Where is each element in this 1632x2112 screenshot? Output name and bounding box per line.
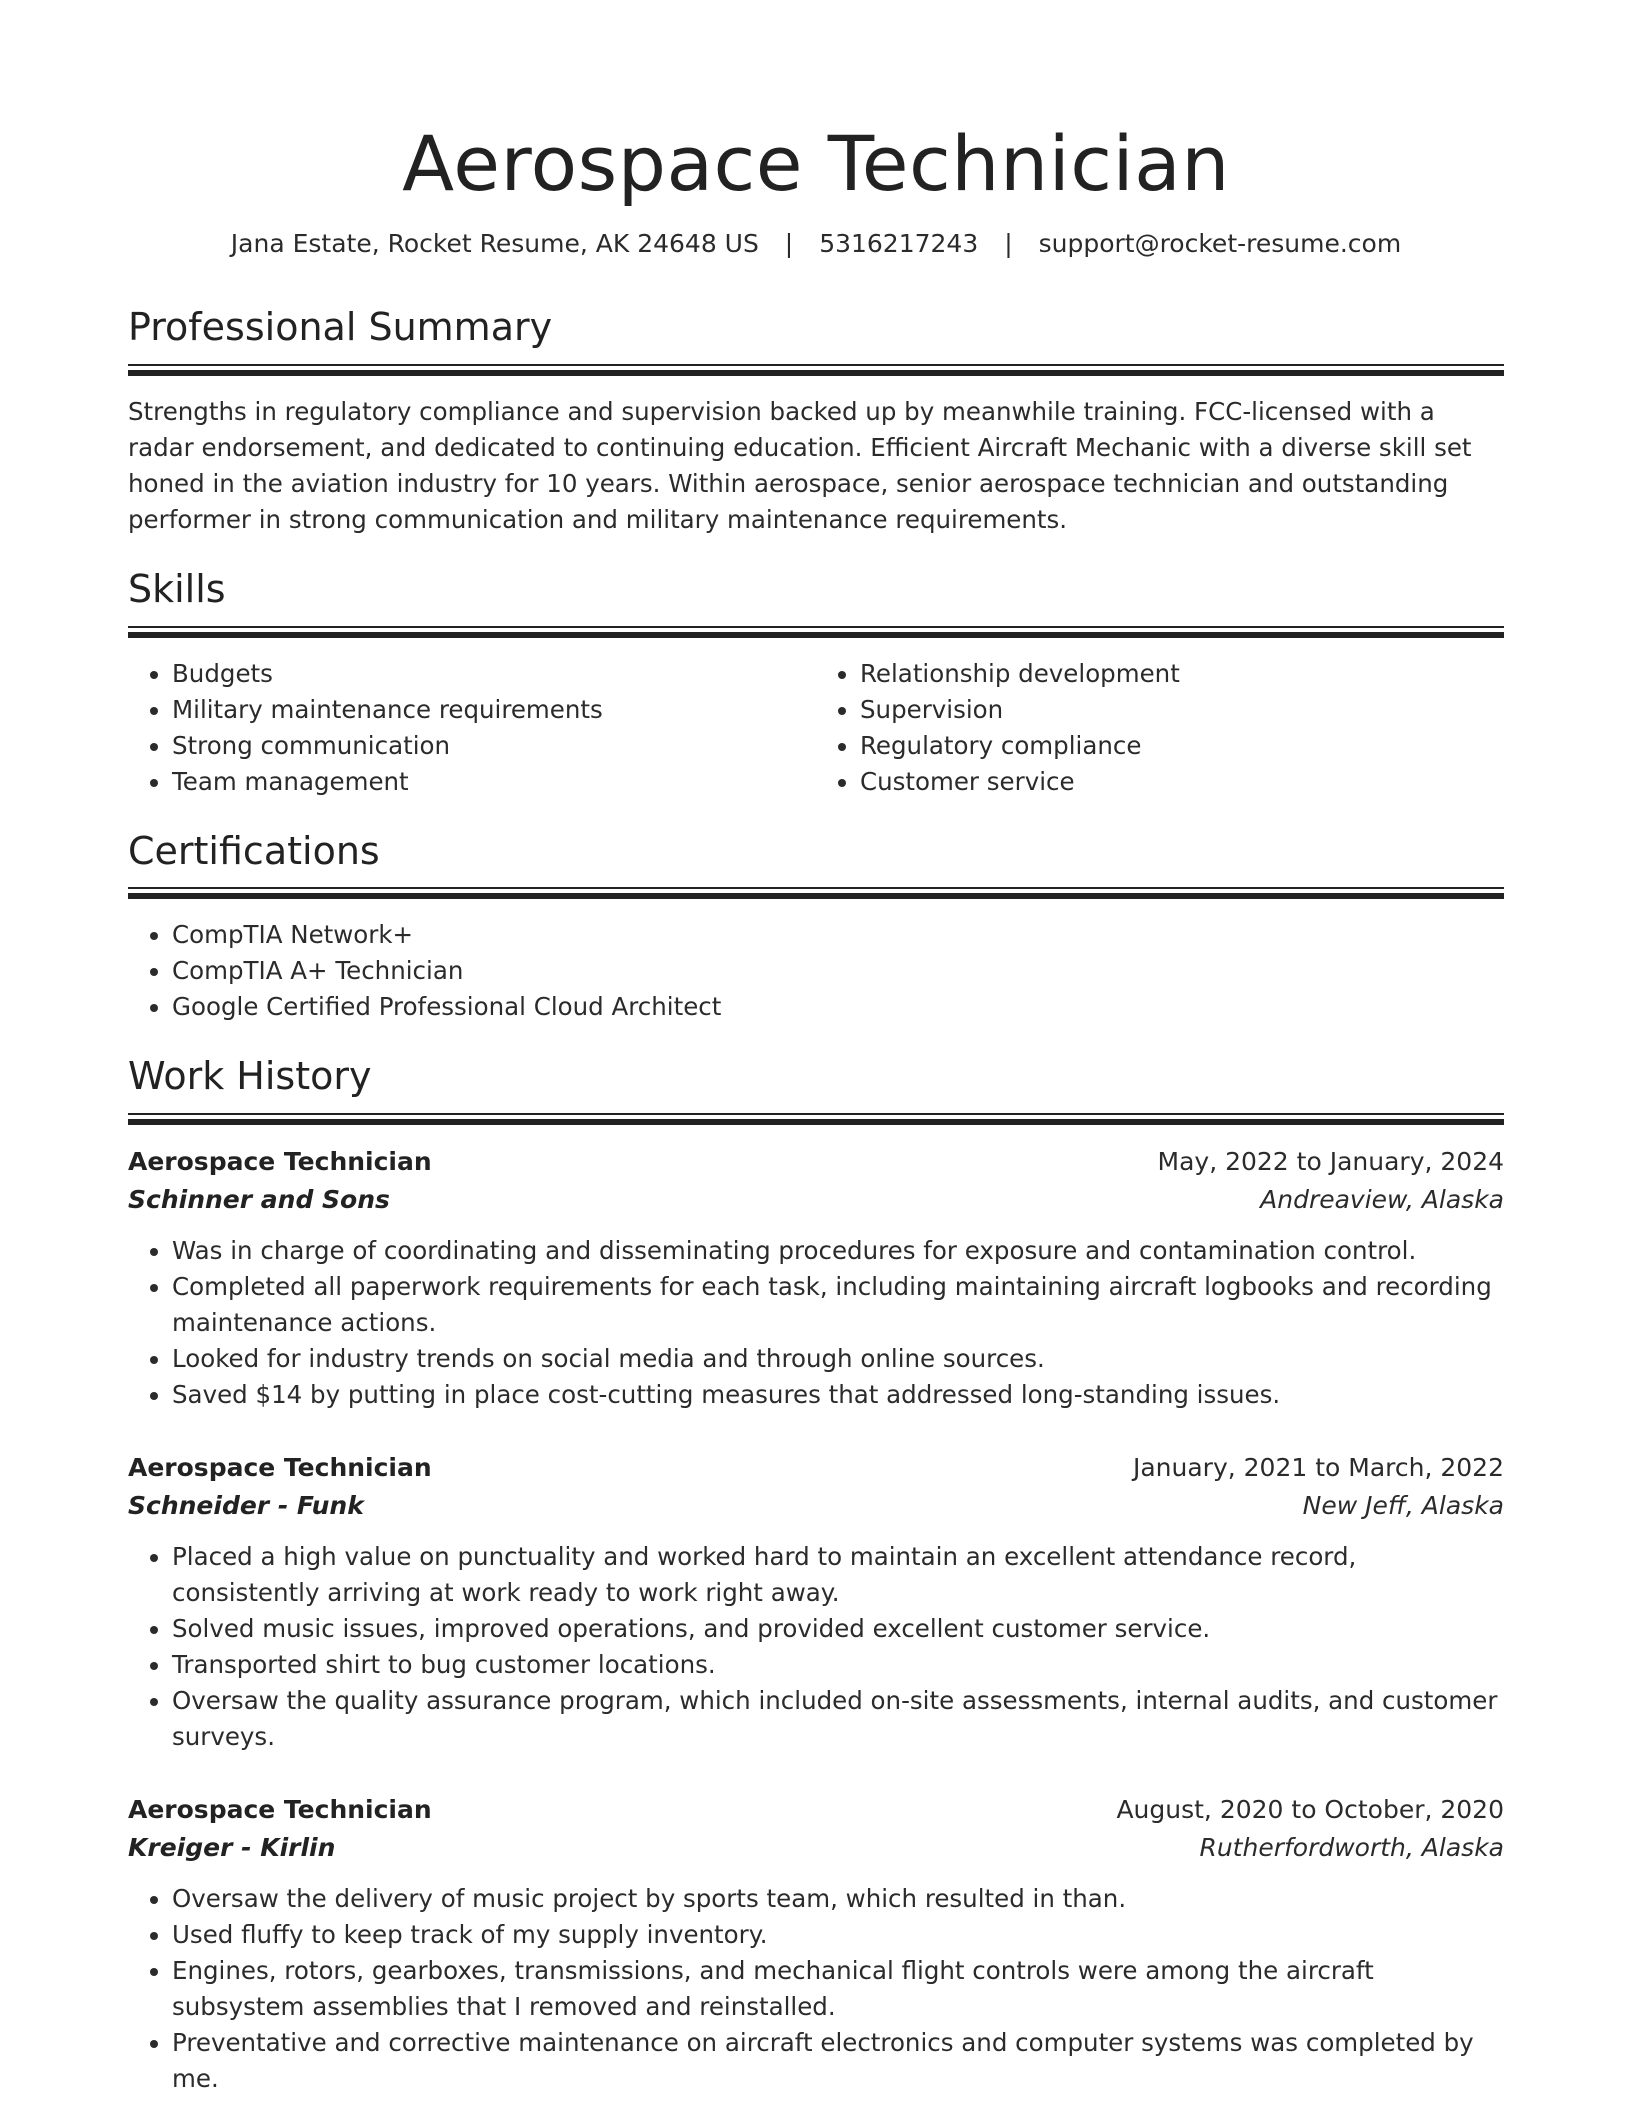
section-title-certifications: Certifications [128, 828, 380, 873]
job-header [128, 1791, 1504, 1829]
skill-item: • Team management [172, 764, 816, 800]
contact-separator: | [1004, 229, 1013, 259]
job-company: Kreiger - Kirlin [128, 1833, 336, 1863]
section-title-work-history: Work History [128, 1054, 372, 1099]
contact-line [128, 229, 1504, 258]
job-bullets [128, 1881, 1504, 2097]
contact-separator: | [784, 229, 794, 259]
job-bullets [128, 1539, 1504, 1755]
skill-item: • Relationship development [860, 656, 1504, 692]
job-bullets [128, 1233, 1504, 1413]
job-bullet: • Transported shirt to bug customer locations. [172, 1647, 1504, 1683]
job-entry [128, 1449, 1504, 1755]
job-entry [128, 1791, 1504, 2097]
job-bullet: • Solved music issues, improved operations, and provided excellent customer service. [172, 1611, 1504, 1647]
job-bullet: • Used fluffy to keep track of my supply inventory. [172, 1917, 1504, 1953]
section-title-skills: Skills [128, 567, 226, 612]
job-location: New Jeff, Alaska [1302, 1491, 1504, 1521]
skill-item: • Military maintenance requirements [172, 692, 816, 728]
job-subheader [128, 1181, 1504, 1219]
contact-email: support@rocket-resume.com [1038, 229, 1402, 259]
job-bullet: • Preventative and corrective maintenance on aircraft electronics and computer systems was completed by me. [172, 2025, 1504, 2097]
work-history-section [128, 1055, 1504, 2097]
summary-section [128, 306, 1504, 538]
skill-item: • Regulatory compliance [860, 728, 1504, 764]
certifications-section [128, 830, 1504, 1026]
job-company: Schinner and Sons [128, 1185, 390, 1215]
job-bullet: • Saved $14 by putting in place cost-cutting measures that addressed long-standing issues. [172, 1377, 1504, 1413]
section-divider [128, 364, 1504, 376]
job-company: Schneider - Funk [128, 1491, 364, 1521]
certification-item: • CompTIA A+ Technician [172, 953, 1504, 989]
job-subheader [128, 1487, 1504, 1525]
job-entry [128, 1143, 1504, 1413]
job-dates: May, 2022 to January, 2024 [1157, 1147, 1504, 1177]
job-dates: August, 2020 to October, 2020 [1116, 1795, 1504, 1825]
job-dates: January, 2021 to March, 2022 [1132, 1453, 1504, 1483]
contact-address: Jana Estate, Rocket Resume, AK 24648 US [230, 229, 759, 259]
job-title: Aerospace Technician [128, 1147, 432, 1177]
summary-text: Strengths in regulatory compliance and supervision backed up by meanwhile training. FCC-licensed with a radar endorsement, and dedicated to continuing education. Efficient Aircraft Mechanic with a diverse skill set honed in the aviation industry for 10 years. Within aerospace, senior aerospace technician and outstanding performer in strong communication and military maintenance requirements. [128, 397, 1472, 535]
certification-item: • CompTIA Network+ [172, 917, 1504, 953]
section-title-summary: Professional Summary [128, 305, 553, 350]
job-header [128, 1449, 1504, 1487]
job-title: Aerospace Technician [128, 1795, 432, 1825]
skill-item: • Customer service [860, 764, 1504, 800]
job-subheader [128, 1829, 1504, 1867]
resume-name: Aerospace Technician [402, 119, 1230, 208]
job-bullet: • Was in charge of coordinating and disseminating procedures for exposure and contamination control. [172, 1233, 1504, 1269]
skills-grid [128, 656, 1504, 800]
job-bullet: • Looked for industry trends on social media and through online sources. [172, 1341, 1504, 1377]
job-bullet: • Oversaw the quality assurance program, which included on-site assessments, internal audits, and customer surveys. [172, 1683, 1504, 1755]
job-bullet: • Placed a high value on punctuality and worked hard to maintain an excellent attendance record, consistently arriving at work ready to work right away. [172, 1539, 1504, 1611]
section-divider [128, 887, 1504, 899]
section-divider [128, 626, 1504, 638]
job-bullet: • Engines, rotors, gearboxes, transmissions, and mechanical flight controls were among the aircraft subsystem assemblies that I removed and reinstalled. [172, 1953, 1504, 2025]
contact-phone: 5316217243 [819, 229, 979, 259]
job-location: Andreaview, Alaska [1260, 1185, 1504, 1215]
job-title: Aerospace Technician [128, 1453, 432, 1483]
skill-item: • Strong communication [172, 728, 816, 764]
job-header [128, 1143, 1504, 1181]
certification-item: • Google Certified Professional Cloud Architect [172, 989, 1504, 1025]
job-location: Rutherfordworth, Alaska [1199, 1833, 1504, 1863]
skills-list-left [128, 656, 816, 800]
skill-item: • Budgets [172, 656, 816, 692]
certifications-list [128, 917, 1504, 1025]
job-bullet: • Completed all paperwork requirements for each task, including maintaining aircraft logbooks and recording maintenance actions. [172, 1269, 1504, 1341]
skills-list-right [816, 656, 1504, 800]
section-divider [128, 1113, 1504, 1125]
skill-item: • Supervision [860, 692, 1504, 728]
skills-section [128, 568, 1504, 800]
job-bullet: • Oversaw the delivery of music project by sports team, which resulted in than. [172, 1881, 1504, 1917]
